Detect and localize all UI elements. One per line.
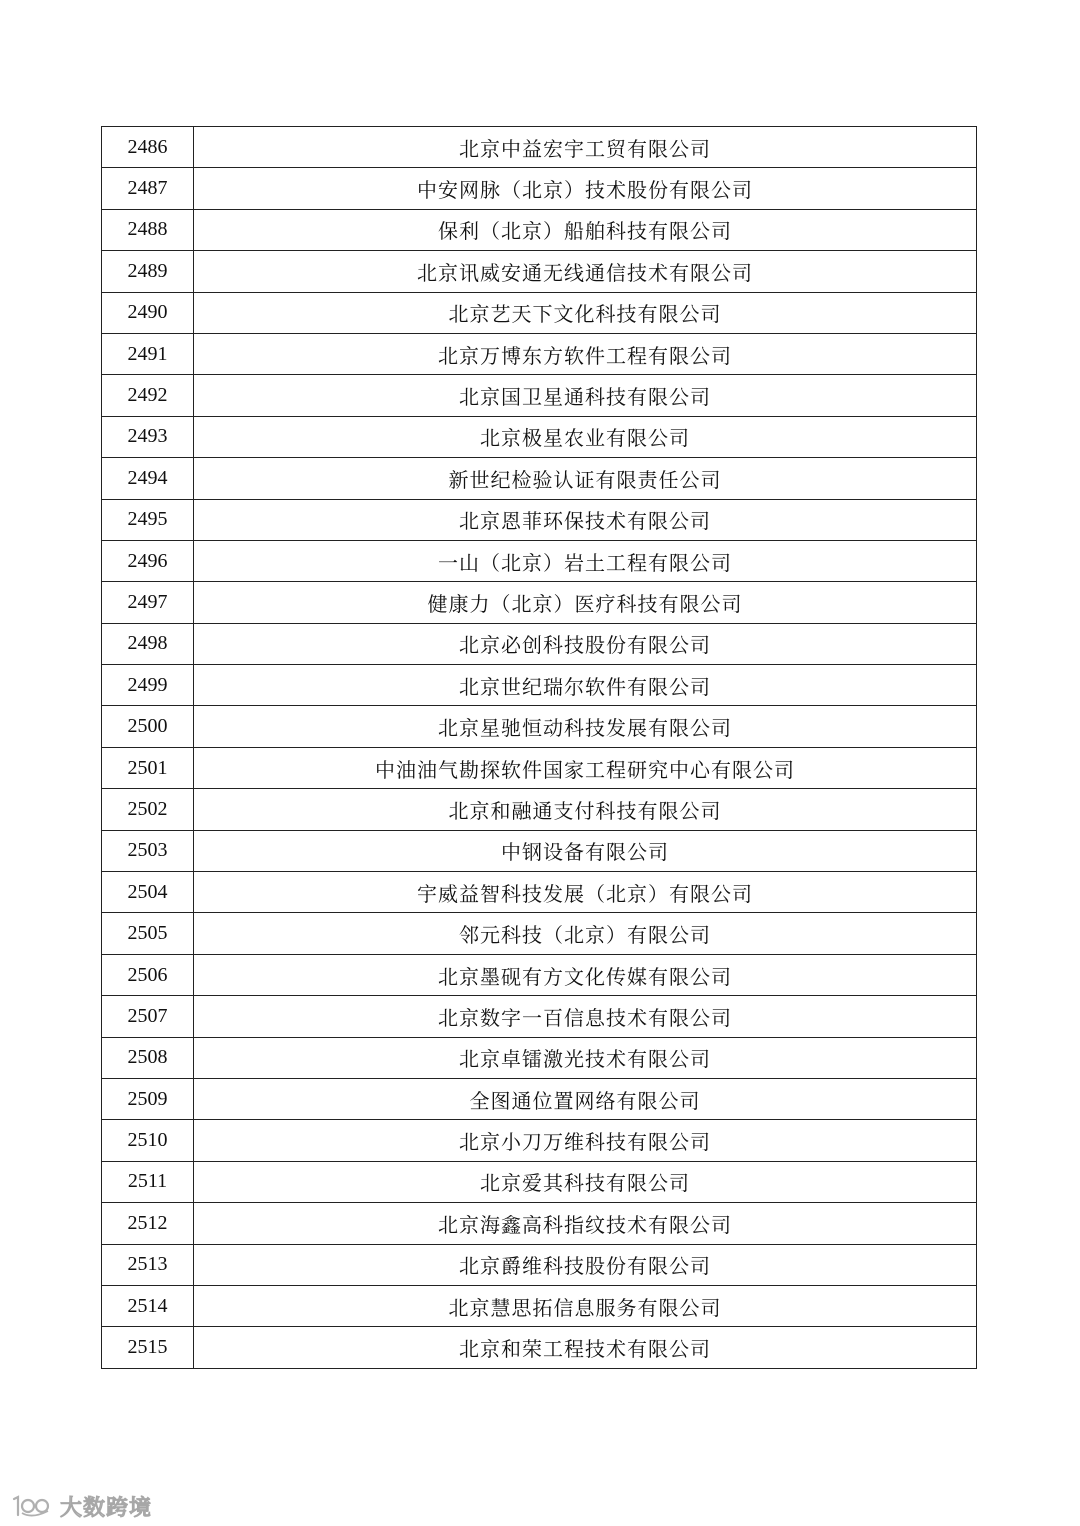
company-name-cell: 北京国卫星通科技有限公司 — [194, 375, 977, 416]
table-row — [102, 1078, 977, 1119]
table-row — [102, 209, 977, 250]
company-name-cell: 北京卓镭激光技术有限公司 — [194, 1037, 977, 1078]
row-number-cell: 2510 — [102, 1120, 194, 1161]
row-number-cell: 2504 — [102, 872, 194, 913]
row-number-cell: 2511 — [102, 1161, 194, 1202]
table-row — [102, 996, 977, 1037]
row-number-cell: 2489 — [102, 251, 194, 292]
row-number-cell: 2515 — [102, 1327, 194, 1368]
company-name-cell: 北京星驰恒动科技发展有限公司 — [194, 706, 977, 747]
table-row — [102, 1120, 977, 1161]
table-row — [102, 499, 977, 540]
company-name-cell: 北京数字一百信息技术有限公司 — [194, 996, 977, 1037]
row-number-cell: 2491 — [102, 333, 194, 374]
company-name-cell: 保利（北京）船舶科技有限公司 — [194, 209, 977, 250]
company-name-cell: 北京必创科技股份有限公司 — [194, 623, 977, 664]
row-number-cell: 2490 — [102, 292, 194, 333]
row-number-cell: 2487 — [102, 168, 194, 209]
company-name-cell: 北京爵维科技股份有限公司 — [194, 1244, 977, 1285]
company-name-cell: 邻元科技（北京）有限公司 — [194, 913, 977, 954]
company-name-cell: 北京极星农业有限公司 — [194, 416, 977, 457]
company-name-cell: 北京恩菲环保技术有限公司 — [194, 499, 977, 540]
table-row — [102, 872, 977, 913]
row-number-cell: 2512 — [102, 1203, 194, 1244]
company-name-cell: 中安网脉（北京）技术股份有限公司 — [194, 168, 977, 209]
company-name-cell: 健康力（北京）医疗科技有限公司 — [194, 582, 977, 623]
company-name-cell: 中油油气勘探软件国家工程研究中心有限公司 — [194, 747, 977, 788]
table-row — [102, 954, 977, 995]
company-name-cell: 北京爱其科技有限公司 — [194, 1161, 977, 1202]
company-name-cell: 中钢设备有限公司 — [194, 830, 977, 871]
table-row — [102, 1327, 977, 1368]
table-row — [102, 168, 977, 209]
table-row — [102, 913, 977, 954]
row-number-cell: 2502 — [102, 789, 194, 830]
company-name-cell: 北京和融通支付科技有限公司 — [194, 789, 977, 830]
row-number-cell: 2495 — [102, 499, 194, 540]
company-name-cell: 北京慧思拓信息服务有限公司 — [194, 1285, 977, 1326]
table-row — [102, 1037, 977, 1078]
table-row — [102, 1161, 977, 1202]
watermark — [10, 1489, 152, 1523]
row-number-cell: 2506 — [102, 954, 194, 995]
table-row — [102, 623, 977, 664]
table-row — [102, 1244, 977, 1285]
row-number-cell: 2488 — [102, 209, 194, 250]
table-body — [102, 127, 977, 1369]
table-row — [102, 292, 977, 333]
table-row — [102, 416, 977, 457]
company-name-cell: 北京讯威安通无线通信技术有限公司 — [194, 251, 977, 292]
company-name-cell: 北京墨砚有方文化传媒有限公司 — [194, 954, 977, 995]
company-list-table — [101, 126, 977, 1369]
table-row — [102, 1285, 977, 1326]
company-name-cell: 北京小刀万维科技有限公司 — [194, 1120, 977, 1161]
company-name-cell: 北京世纪瑞尔软件有限公司 — [194, 665, 977, 706]
table-row — [102, 830, 977, 871]
company-name-cell: 宇威益智科技发展（北京）有限公司 — [194, 872, 977, 913]
watermark-text: 大数跨境 — [60, 1495, 153, 1521]
table-row — [102, 540, 977, 581]
table-row — [102, 127, 977, 168]
table-row — [102, 333, 977, 374]
table-row — [102, 1203, 977, 1244]
row-number-cell: 2501 — [102, 747, 194, 788]
table-row — [102, 582, 977, 623]
row-number-cell: 2503 — [102, 830, 194, 871]
row-number-cell: 2508 — [102, 1037, 194, 1078]
table-row — [102, 251, 977, 292]
table-row — [102, 706, 977, 747]
company-name-cell: 北京和荣工程技术有限公司 — [194, 1327, 977, 1368]
table-row — [102, 375, 977, 416]
row-number-cell: 2486 — [102, 127, 194, 168]
company-name-cell: 新世纪检验认证有限责任公司 — [194, 458, 977, 499]
company-name-cell: 全图通位置网络有限公司 — [194, 1078, 977, 1119]
row-number-cell: 2514 — [102, 1285, 194, 1326]
company-name-cell: 北京万博东方软件工程有限公司 — [194, 333, 977, 374]
row-number-cell: 2493 — [102, 416, 194, 457]
table-row — [102, 458, 977, 499]
row-number-cell: 2498 — [102, 623, 194, 664]
row-number-cell: 2509 — [102, 1078, 194, 1119]
table-row — [102, 747, 977, 788]
row-number-cell: 2500 — [102, 706, 194, 747]
company-name-cell: 北京中益宏宇工贸有限公司 — [194, 127, 977, 168]
table-row — [102, 789, 977, 830]
table-row — [102, 665, 977, 706]
company-name-cell: 北京海鑫高科指纹技术有限公司 — [194, 1203, 977, 1244]
row-number-cell: 2499 — [102, 665, 194, 706]
row-number-cell: 2494 — [102, 458, 194, 499]
company-name-cell: 一山（北京）岩土工程有限公司 — [194, 540, 977, 581]
row-number-cell: 2505 — [102, 913, 194, 954]
row-number-cell: 2507 — [102, 996, 194, 1037]
row-number-cell: 2492 — [102, 375, 194, 416]
company-name-cell: 北京艺天下文化科技有限公司 — [194, 292, 977, 333]
row-number-cell: 2496 — [102, 540, 194, 581]
row-number-cell: 2497 — [102, 582, 194, 623]
watermark-logo-icon — [10, 1493, 54, 1519]
row-number-cell: 2513 — [102, 1244, 194, 1285]
